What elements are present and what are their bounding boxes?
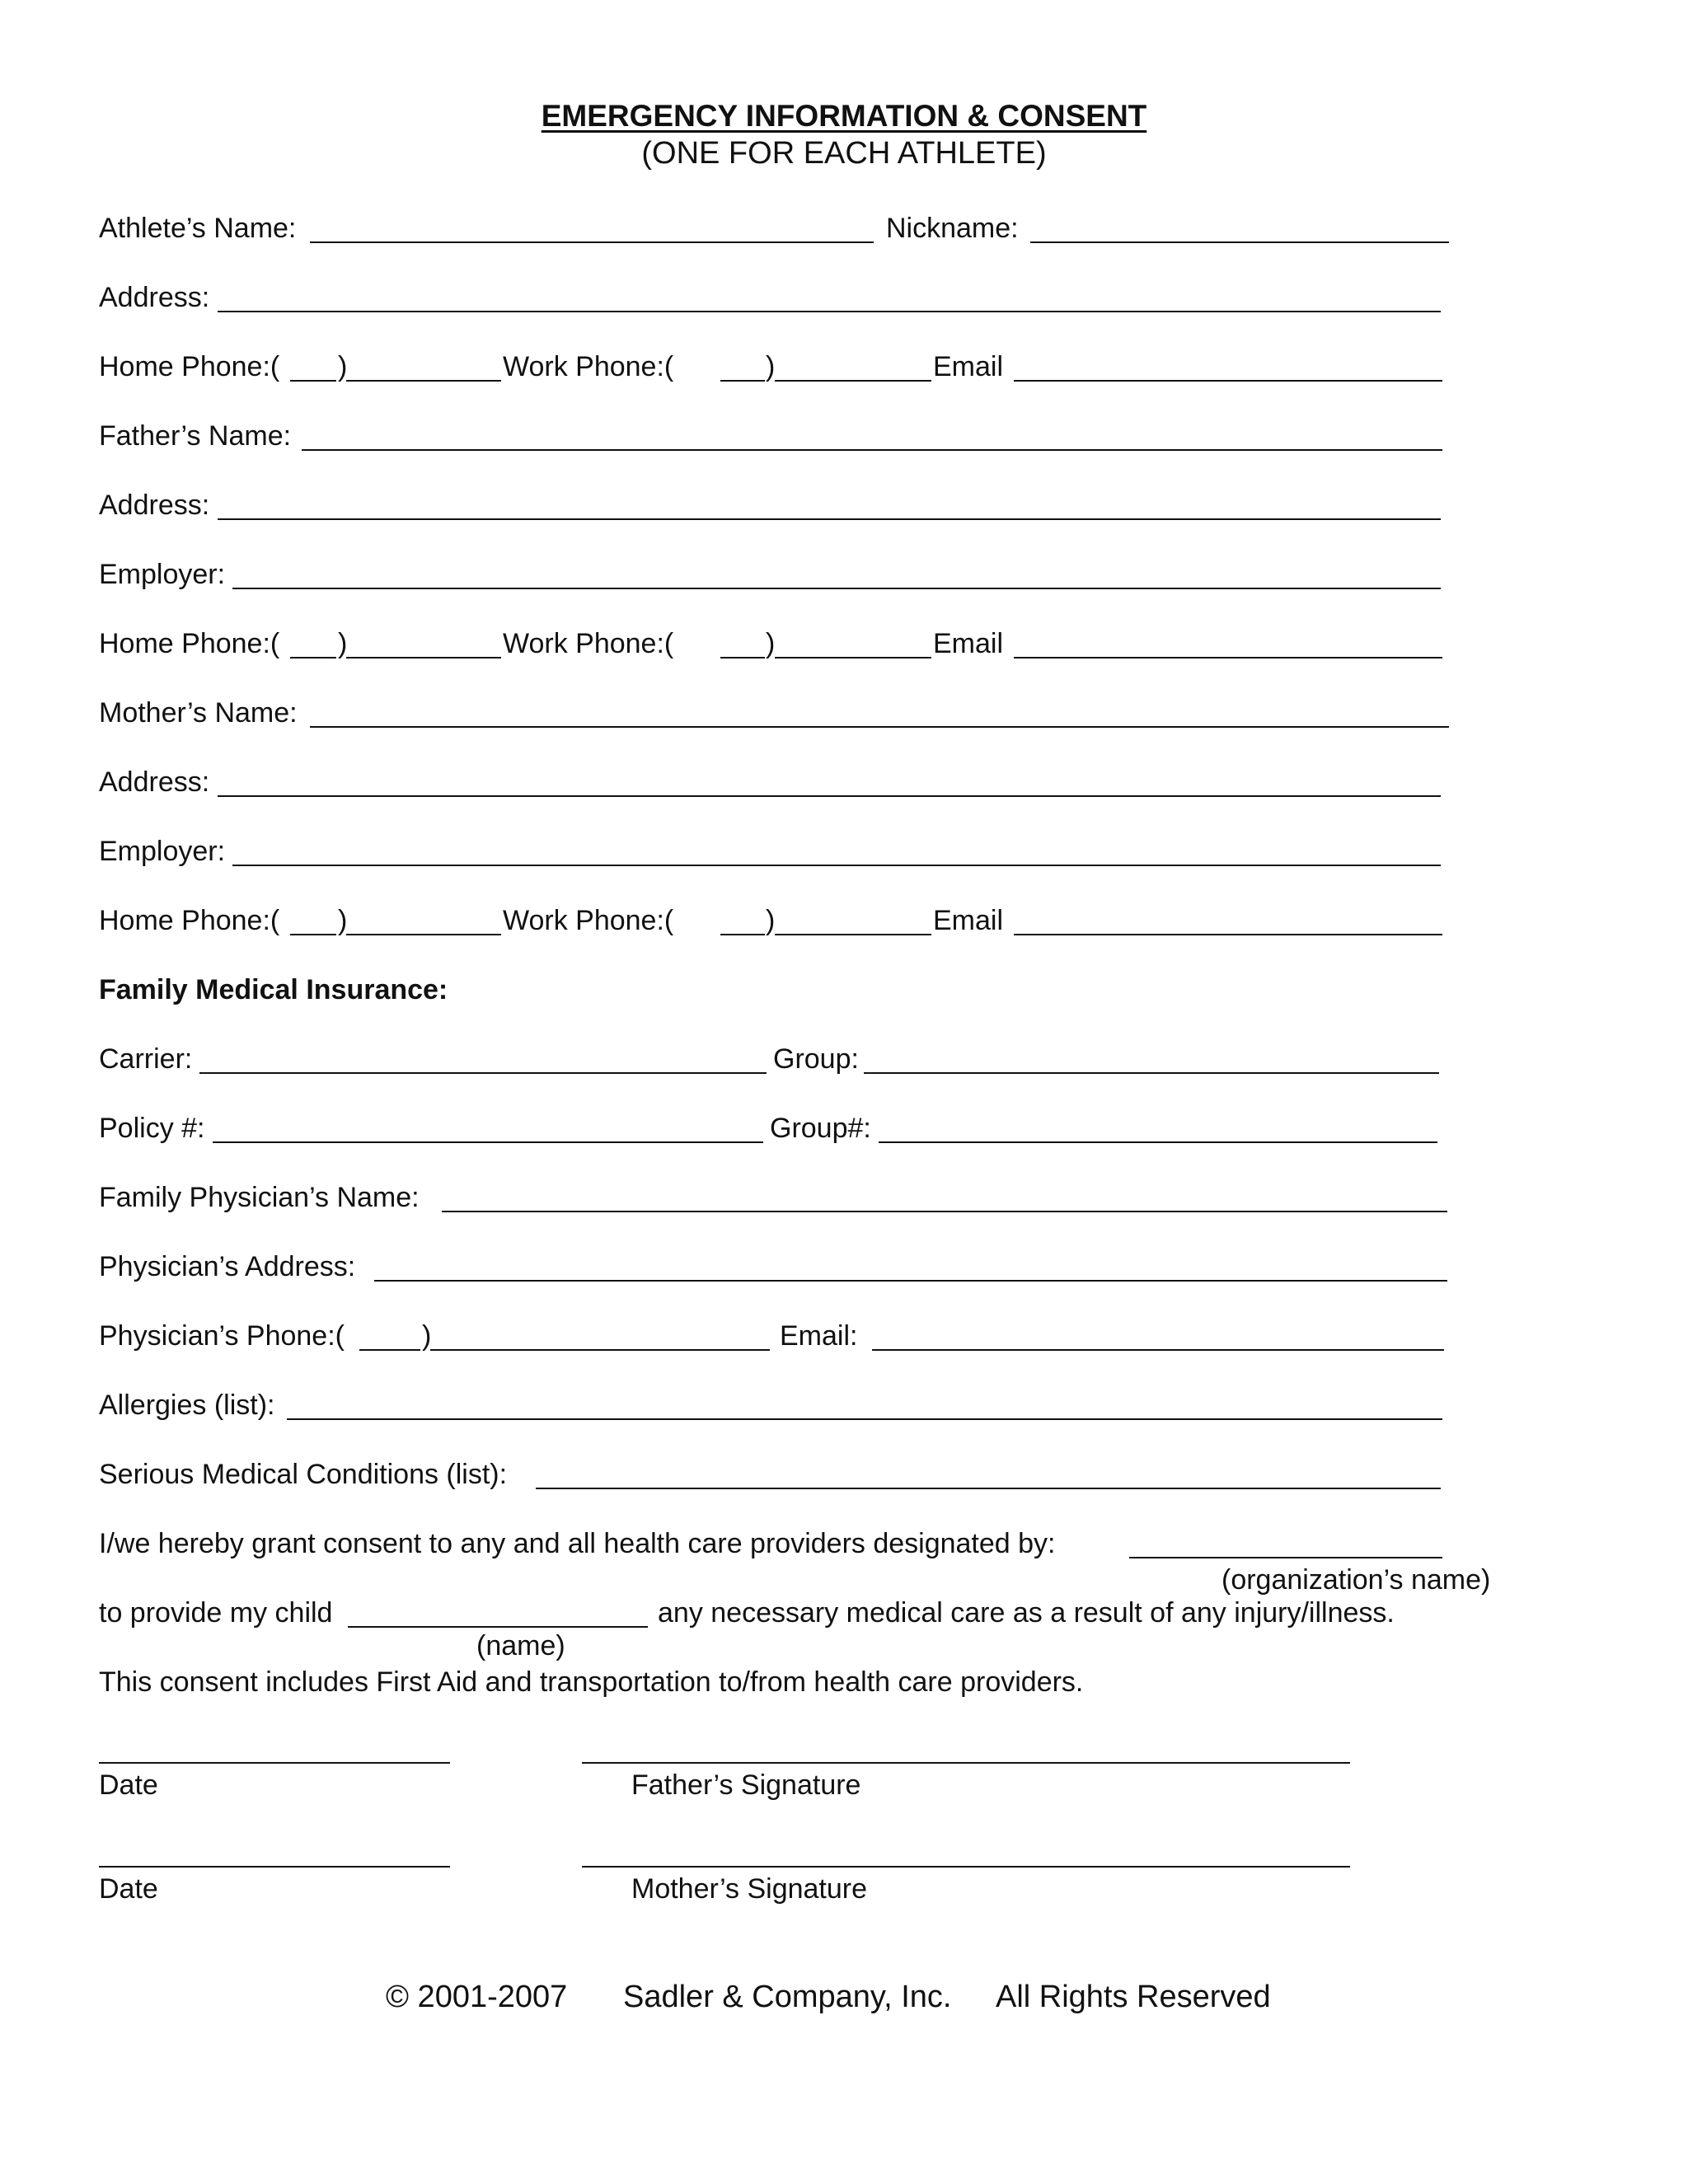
father-employer-field[interactable] bbox=[232, 588, 1441, 589]
form-subtitle: (ONE FOR EACH ATHLETE) bbox=[641, 136, 1047, 171]
mother-name-field[interactable] bbox=[310, 726, 1449, 728]
consent-text-1: I/we hereby grant consent to any and all health care providers designated by: bbox=[99, 1528, 1056, 1559]
father-name-field[interactable] bbox=[302, 449, 1442, 451]
conditions-field[interactable] bbox=[536, 1488, 1441, 1489]
mother-home-area-code-field[interactable] bbox=[290, 934, 336, 935]
father-work-phone-field[interactable] bbox=[775, 657, 931, 658]
mother-work-phone-label: Work Phone:( bbox=[503, 905, 674, 936]
paren-close: ) bbox=[422, 1320, 432, 1352]
nickname-field[interactable] bbox=[1030, 241, 1449, 243]
physician-email-field[interactable] bbox=[872, 1349, 1444, 1351]
mother-address-label: Address: bbox=[99, 766, 210, 798]
mother-employer-field[interactable] bbox=[232, 865, 1441, 866]
paren-close: ) bbox=[338, 351, 348, 382]
organization-name-note: (organization’s name) bbox=[1221, 1564, 1491, 1596]
paren-close: ) bbox=[766, 351, 776, 382]
athlete-work-area-code-field[interactable] bbox=[720, 380, 765, 382]
paren-close: ) bbox=[338, 628, 348, 659]
mother-name-label: Mother’s Name: bbox=[99, 697, 298, 729]
athlete-name-field[interactable] bbox=[310, 241, 874, 243]
physician-address-label: Physician’s Address: bbox=[99, 1251, 356, 1282]
group-number-label: Group#: bbox=[770, 1113, 871, 1144]
father-work-phone-label: Work Phone:( bbox=[503, 628, 674, 659]
father-name-label: Father’s Name: bbox=[99, 420, 292, 452]
form-title: EMERGENCY INFORMATION & CONSENT bbox=[541, 99, 1147, 133]
allergies-label: Allergies (list): bbox=[99, 1390, 275, 1421]
father-home-phone-field[interactable] bbox=[346, 657, 501, 658]
physician-phone-label: Physician’s Phone:( bbox=[99, 1320, 345, 1352]
mother-home-phone-field[interactable] bbox=[346, 934, 501, 935]
athlete-home-phone-field[interactable] bbox=[346, 380, 501, 382]
mother-date-field[interactable] bbox=[99, 1866, 450, 1868]
father-work-area-code-field[interactable] bbox=[720, 657, 765, 658]
father-address-label: Address: bbox=[99, 490, 210, 521]
group-number-field[interactable] bbox=[879, 1141, 1437, 1143]
child-name-note: (name) bbox=[476, 1630, 565, 1661]
father-email-label: Email bbox=[933, 628, 1004, 659]
athlete-address-label: Address: bbox=[99, 282, 210, 313]
physician-address-field[interactable] bbox=[374, 1280, 1447, 1282]
physician-area-code-field[interactable] bbox=[359, 1349, 420, 1351]
physician-email-label: Email: bbox=[780, 1320, 858, 1352]
group-field[interactable] bbox=[864, 1072, 1439, 1074]
physician-name-field[interactable] bbox=[442, 1211, 1447, 1212]
insurance-heading: Family Medical Insurance: bbox=[99, 974, 448, 1005]
policy-field[interactable] bbox=[213, 1141, 763, 1143]
father-date-field[interactable] bbox=[99, 1762, 450, 1764]
father-home-phone-label: Home Phone:( bbox=[99, 628, 280, 659]
rights-reserved: All Rights Reserved bbox=[996, 1980, 1271, 2014]
athlete-home-area-code-field[interactable] bbox=[290, 380, 336, 382]
paren-close: ) bbox=[338, 905, 348, 936]
athlete-home-phone-label: Home Phone:( bbox=[99, 351, 280, 382]
organization-name-field[interactable] bbox=[1129, 1557, 1442, 1558]
allergies-field[interactable] bbox=[287, 1418, 1442, 1420]
athlete-name-label: Athlete’s Name: bbox=[99, 213, 297, 244]
child-name-field[interactable] bbox=[348, 1626, 648, 1628]
mother-home-phone-label: Home Phone:( bbox=[99, 905, 280, 936]
physician-phone-field[interactable] bbox=[430, 1349, 770, 1351]
athlete-address-field[interactable] bbox=[218, 311, 1441, 312]
physician-name-label: Family Physician’s Name: bbox=[99, 1182, 420, 1213]
consent-text-2a: to provide my child bbox=[99, 1597, 333, 1629]
mother-email-label: Email bbox=[933, 905, 1004, 936]
carrier-field[interactable] bbox=[199, 1072, 767, 1074]
conditions-label: Serious Medical Conditions (list): bbox=[99, 1459, 508, 1490]
carrier-label: Carrier: bbox=[99, 1043, 193, 1075]
athlete-email-label: Email bbox=[933, 351, 1004, 382]
mother-work-area-code-field[interactable] bbox=[720, 934, 765, 935]
father-date-label: Date bbox=[99, 1769, 158, 1801]
nickname-label: Nickname: bbox=[886, 213, 1019, 244]
paren-close: ) bbox=[766, 628, 776, 659]
mother-address-field[interactable] bbox=[218, 795, 1441, 797]
athlete-work-phone-field[interactable] bbox=[775, 380, 931, 382]
mother-signature-label: Mother’s Signature bbox=[631, 1873, 868, 1905]
group-label: Group: bbox=[773, 1043, 859, 1075]
athlete-work-phone-label: Work Phone:( bbox=[503, 351, 674, 382]
father-address-field[interactable] bbox=[218, 518, 1441, 520]
mother-employer-label: Employer: bbox=[99, 836, 226, 867]
consent-text-3: This consent includes First Aid and transportation to/from health care providers. bbox=[99, 1666, 1084, 1698]
father-signature-label: Father’s Signature bbox=[631, 1769, 861, 1801]
mother-work-phone-field[interactable] bbox=[775, 934, 931, 935]
father-email-field[interactable] bbox=[1014, 657, 1442, 658]
paren-close: ) bbox=[766, 905, 776, 936]
consent-text-2b: any necessary medical care as a result of any injury/illness. bbox=[658, 1597, 1395, 1629]
mother-date-label: Date bbox=[99, 1873, 158, 1905]
father-home-area-code-field[interactable] bbox=[290, 657, 336, 658]
copyright-years: © 2001-2007 bbox=[386, 1980, 568, 2014]
father-signature-field[interactable] bbox=[582, 1762, 1350, 1764]
athlete-email-field[interactable] bbox=[1014, 380, 1442, 382]
company-name: Sadler & Company, Inc. bbox=[623, 1980, 952, 2014]
father-employer-label: Employer: bbox=[99, 559, 226, 590]
mother-signature-field[interactable] bbox=[582, 1866, 1350, 1868]
mother-email-field[interactable] bbox=[1014, 934, 1442, 935]
policy-label: Policy #: bbox=[99, 1113, 205, 1144]
